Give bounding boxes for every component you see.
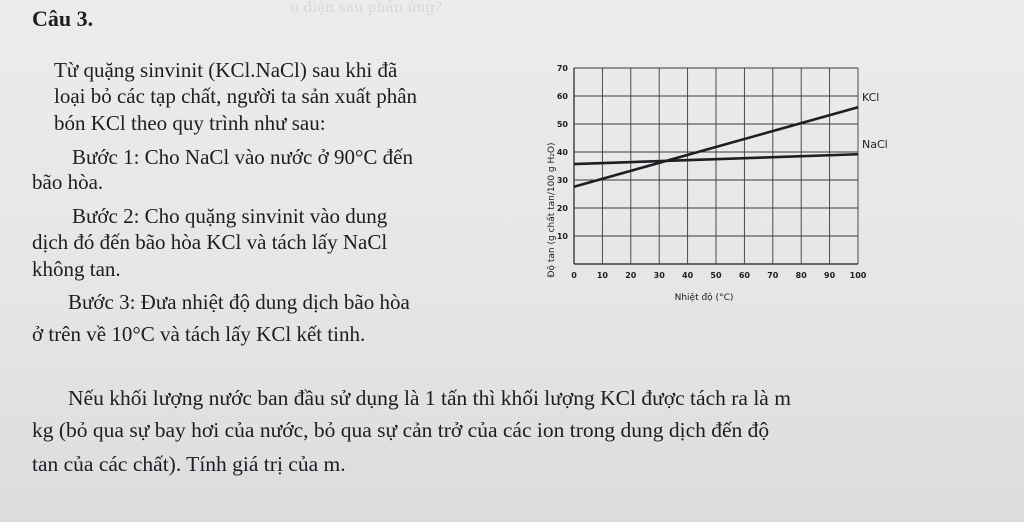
- y-tick-label: 20: [556, 204, 568, 213]
- chart-svg: [538, 52, 918, 312]
- x-axis-label: Nhiệt độ (°C): [674, 293, 734, 303]
- intro-line: Bước 1: Cho NaCl vào nước ở 90°C đến: [72, 145, 413, 169]
- intro-line: Từ quặng sinvinit (KCl.NaCl) sau khi đã: [54, 58, 398, 82]
- x-tick-label: 90: [824, 271, 836, 280]
- x-tick-label: 100: [849, 271, 867, 280]
- x-tick-label: 30: [653, 271, 665, 280]
- x-tick-label: 60: [738, 271, 750, 280]
- intro-line: bão hòa.: [32, 170, 104, 194]
- series-lines: [574, 91, 888, 187]
- intro-line: không tan.: [32, 257, 121, 281]
- y-tick-label: 40: [556, 148, 568, 157]
- x-tick-label: 50: [710, 271, 722, 280]
- y-tick-label: 50: [556, 120, 568, 129]
- series-label-kcl: KCl: [862, 91, 880, 105]
- x-tick-label: 20: [625, 271, 637, 280]
- x-tick-label: 70: [767, 271, 779, 280]
- intro-line: Bước 2: Cho quặng sinvinit vào dung: [72, 204, 388, 228]
- bleed-through-text: ụ điện sau phản ứng?: [290, 0, 442, 16]
- y-tick-label: 70: [556, 64, 568, 73]
- intro-line: Bước 3: Đưa nhiệt độ dung dịch bão hòa: [68, 290, 410, 314]
- y-tick-label: 60: [556, 92, 568, 101]
- series-label-nacl: NaCl: [862, 138, 888, 152]
- x-tick-label: 10: [596, 271, 608, 280]
- intro-line: dịch đó đến bão hòa KCl và tách lấy NaCl: [32, 230, 388, 254]
- x-tick-label: 40: [682, 271, 694, 280]
- y-axis-label: Độ tan (g chất tan/100 g H₂O): [547, 142, 557, 278]
- problem-line: tan của các chất). Tính giá trị của m.: [32, 452, 346, 476]
- x-tick-label: 80: [795, 271, 807, 280]
- y-tick-label: 30: [556, 176, 568, 185]
- intro-line: loại bỏ các tạp chất, người ta sản xuất phân: [54, 84, 418, 108]
- y-tick-label: 10: [556, 232, 568, 241]
- intro-line: ở trên về 10°C và tách lấy KCl kết tinh.: [32, 322, 366, 346]
- intro-line: bón KCl theo quy trình như sau:: [54, 111, 326, 135]
- x-tick-label: 0: [571, 271, 577, 280]
- solubility-chart: [538, 52, 918, 312]
- problem-line: Nếu khối lượng nước ban đầu sử dụng là 1 tấn thì khối lượng KCl được tách ra là m: [68, 386, 791, 410]
- grid: [574, 68, 858, 264]
- problem-line: kg (bỏ qua sự bay hơi của nước, bỏ qua sự cản trở của các ion trong dung dịch đến độ: [32, 418, 770, 442]
- question-title: Câu 3.: [32, 6, 94, 31]
